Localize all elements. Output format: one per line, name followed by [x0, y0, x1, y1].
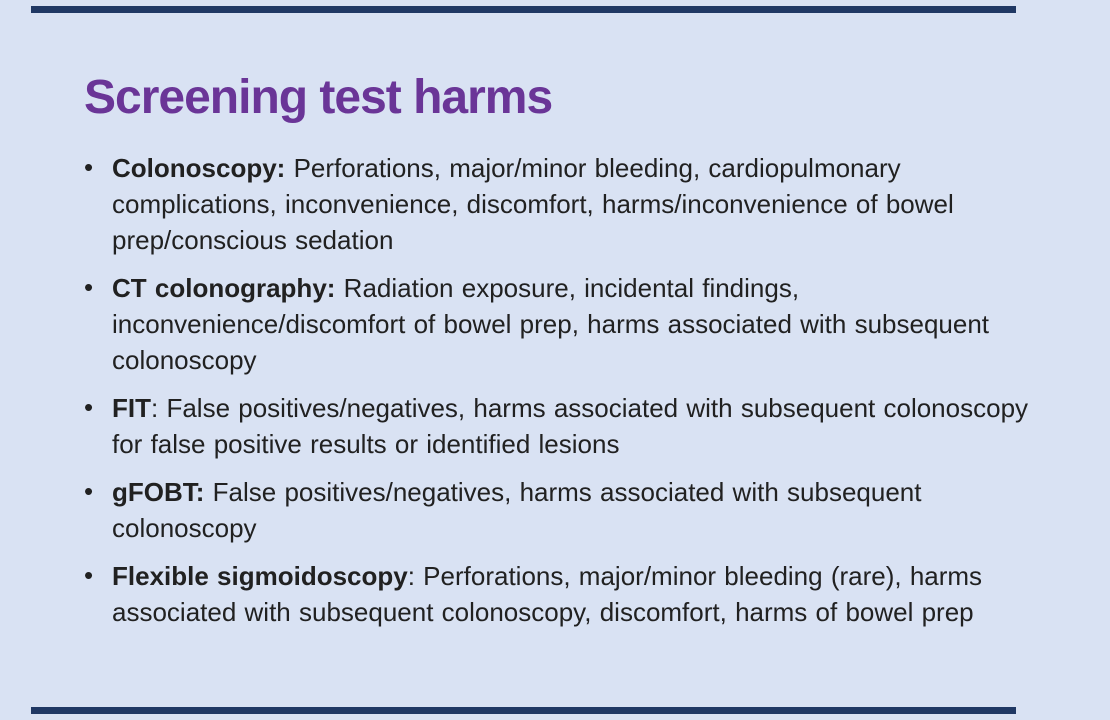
bullet-item [84, 390, 1034, 462]
bullet-item [84, 150, 1034, 258]
bullet-lead: FIT [112, 393, 151, 423]
bullet-marker-icon: • [84, 560, 94, 590]
bullet-marker-icon: • [84, 476, 94, 506]
bullet-lead: gFOBT: [112, 477, 205, 507]
bullet-marker-icon: • [84, 152, 94, 182]
bullet-marker-icon: • [84, 272, 94, 302]
bullet-text: : False positives/negatives, harms associated with subsequent colonoscopy for false positive results or identified lesions [112, 393, 1029, 459]
bullet-text: : Perforations, major/minor bleeding (rare), harms associated with subsequent colonoscopy, discomfort, harms of bowel prep [112, 561, 983, 627]
top-accent-bar [31, 6, 1016, 13]
bullet-item [84, 474, 1034, 546]
bullet-lead: CT colonography: [112, 273, 336, 303]
bullet-lead: Flexible sigmoidoscopy [112, 561, 408, 591]
bullet-text: Radiation exposure, incidental findings, inconvenience/discomfort of bowel prep, harms associated with subsequent colonoscopy [112, 273, 990, 375]
bullet-marker-icon: • [84, 392, 94, 422]
bullet-item [84, 270, 1034, 378]
bullet-item [84, 558, 1034, 630]
slide-title: Screening test harms [84, 71, 553, 124]
bullet-lead: Colonoscopy: [112, 153, 286, 183]
bullet-list [84, 150, 1034, 642]
bullet-text: Perforations, major/minor bleeding, cardiopulmonary complications, inconvenience, discomfort, harms/inconvenience of bowel prep/conscious sedation [112, 153, 954, 255]
bullet-text: False positives/negatives, harms associated with subsequent colonoscopy [112, 477, 922, 543]
bottom-accent-bar [31, 707, 1016, 714]
